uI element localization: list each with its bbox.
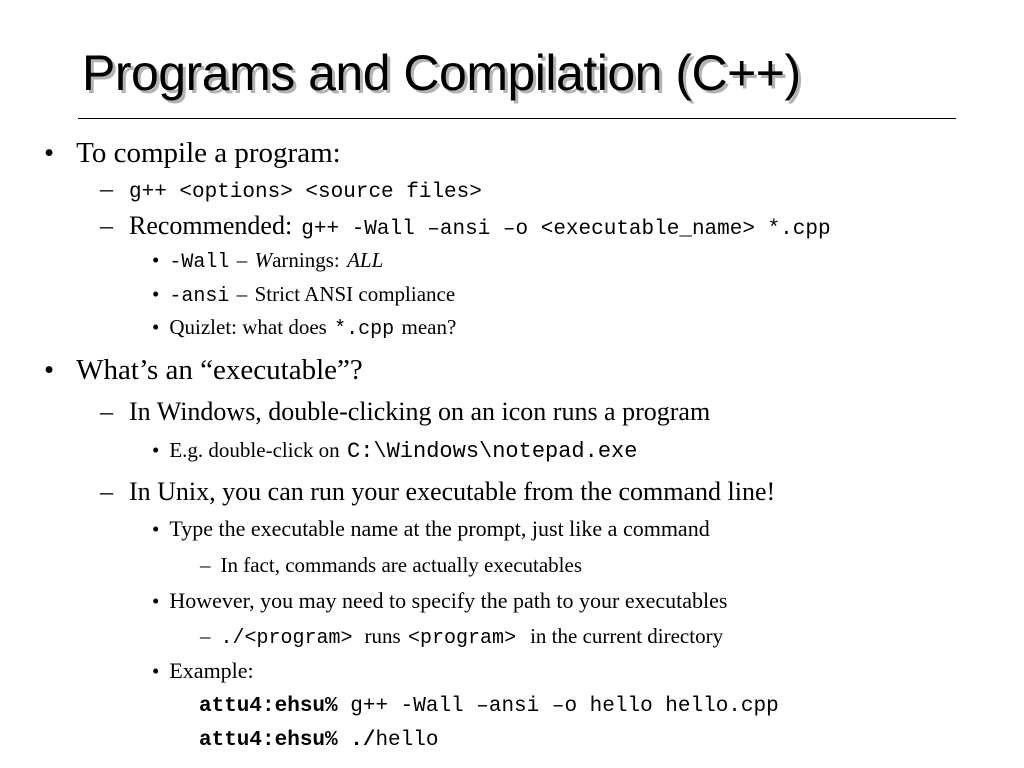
bullet-marker: • bbox=[44, 137, 55, 169]
quizlet-post: mean? bbox=[401, 315, 457, 339]
bullet-executable bbox=[44, 353, 363, 387]
compile-command: g++ -Wall –ansi –o hello hello.cpp bbox=[350, 695, 779, 718]
quizlet-code: *.cpp bbox=[334, 318, 395, 341]
executable-text: What’s an “executable”? bbox=[76, 354, 363, 386]
ansi-dash: – bbox=[236, 282, 248, 306]
type-name-text: Type the executable name at the prompt, just like a command bbox=[169, 516, 710, 541]
in-fact-text: In fact, commands are actually executables bbox=[220, 553, 582, 577]
bullet-marker: • bbox=[152, 517, 160, 541]
wall-flag: -Wall bbox=[169, 251, 230, 274]
run-command: hello bbox=[375, 729, 439, 752]
bullet-marker: • bbox=[152, 315, 160, 339]
dash-marker: – bbox=[200, 553, 211, 577]
sub-unix bbox=[100, 476, 775, 508]
bullet-compile bbox=[44, 136, 341, 170]
wall-desc-all: ALL bbox=[347, 248, 384, 272]
dash-marker: – bbox=[200, 624, 211, 648]
unix-text: In Unix, you can run your executable from the command line! bbox=[129, 477, 776, 506]
item-in-fact bbox=[200, 551, 582, 579]
item-example bbox=[152, 657, 254, 685]
prompt-text: attu4:ehsu% bbox=[199, 729, 338, 752]
bullet-marker: • bbox=[152, 589, 160, 613]
example-label: Example: bbox=[169, 658, 254, 683]
item-type-name bbox=[152, 515, 710, 543]
recommended-command: g++ -Wall –ansi –o <executable_name> *.cpp bbox=[301, 218, 831, 241]
compile-syntax: g++ <options> <source files> bbox=[129, 181, 482, 204]
sub-syntax bbox=[100, 173, 482, 209]
run-command-prefix: ./ bbox=[350, 729, 376, 752]
however-text: However, you may need to specify the path to your executables bbox=[169, 588, 728, 613]
current-dir-text: in the current directory bbox=[530, 624, 724, 648]
eg-pre: E.g. double-click on bbox=[169, 438, 340, 462]
dash-marker: – bbox=[100, 477, 113, 506]
item-wall bbox=[152, 246, 383, 277]
program-code: <program> bbox=[408, 627, 517, 650]
wall-desc-rest: arnings: bbox=[272, 248, 340, 272]
item-eg bbox=[152, 436, 637, 466]
eg-path: C:\Windows\notepad.exe bbox=[347, 439, 638, 464]
runs-text: runs bbox=[364, 624, 401, 648]
example-line-run bbox=[199, 726, 438, 756]
bullet-marker: • bbox=[44, 354, 55, 386]
slide-title: Programs and Compilation (C++) bbox=[82, 45, 801, 101]
dash-marker: – bbox=[100, 397, 113, 426]
ansi-desc: Strict ANSI compliance bbox=[254, 282, 456, 306]
quizlet-pre: Quizlet: what does bbox=[169, 315, 327, 339]
sub-windows bbox=[100, 396, 710, 428]
bullet-marker: • bbox=[152, 659, 160, 683]
sub-recommended bbox=[100, 210, 831, 246]
prompt-text: attu4:ehsu% bbox=[199, 695, 338, 718]
ansi-flag: -ansi bbox=[169, 285, 230, 308]
wall-dash: – bbox=[236, 248, 248, 272]
dash-marker: – bbox=[100, 174, 113, 203]
recommended-label: Recommended: bbox=[129, 211, 293, 240]
bullet-marker: • bbox=[152, 282, 160, 306]
title-divider bbox=[78, 118, 956, 119]
bullet-marker: • bbox=[152, 248, 160, 272]
compile-text: To compile a program: bbox=[76, 137, 341, 169]
windows-text: In Windows, double-clicking on an icon runs a program bbox=[129, 397, 711, 426]
item-ansi bbox=[152, 280, 455, 311]
wall-desc-w: W bbox=[254, 248, 273, 272]
item-quizlet bbox=[152, 313, 456, 344]
item-however bbox=[152, 587, 727, 615]
dash-marker: – bbox=[100, 211, 113, 240]
dotslash-code: ./<program> bbox=[220, 627, 353, 650]
example-line-compile bbox=[199, 692, 779, 722]
item-dotslash bbox=[200, 622, 723, 653]
bullet-marker: • bbox=[152, 438, 160, 462]
